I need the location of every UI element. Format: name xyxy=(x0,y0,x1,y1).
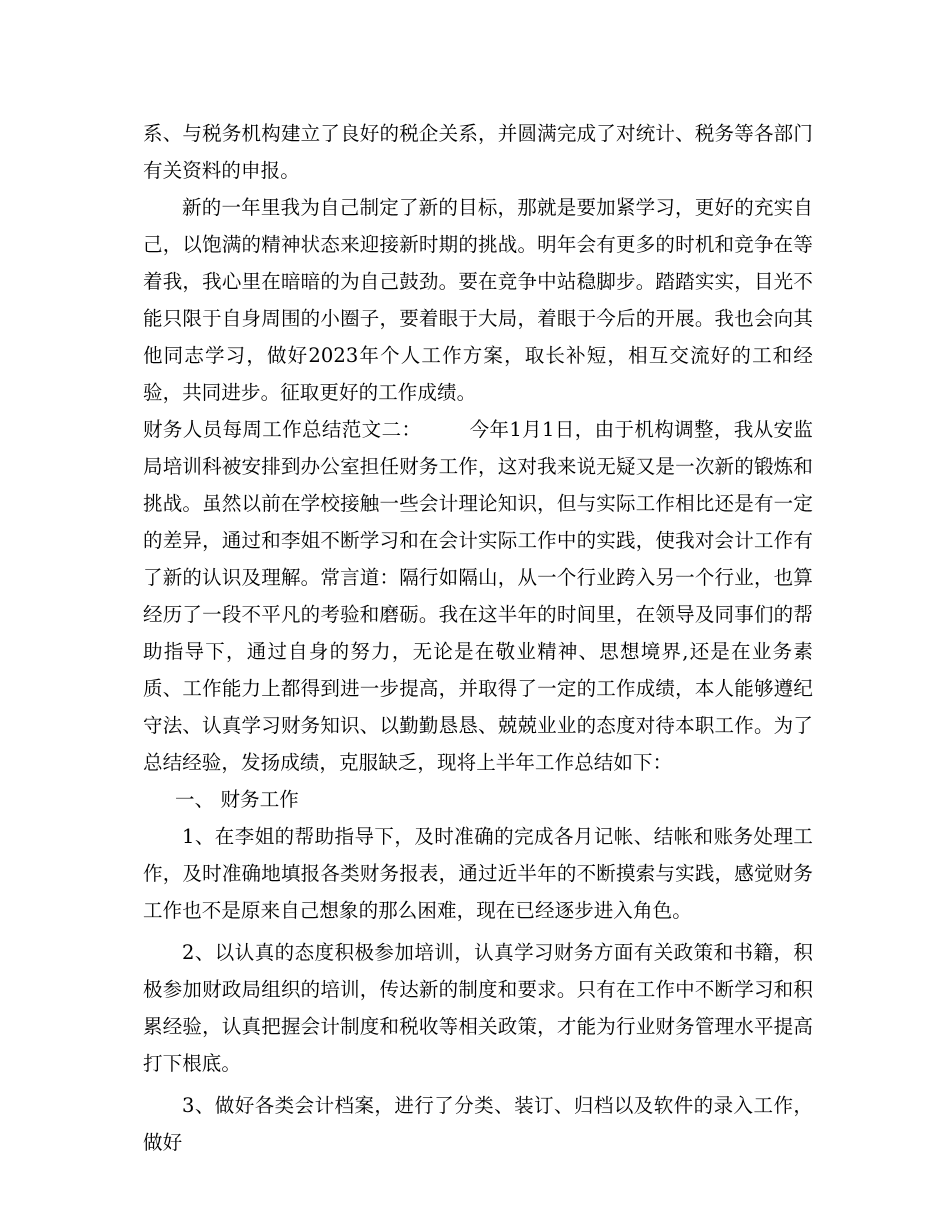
paragraph-item-1: 1、在李姐的帮助指导下，及时准确的完成各月记帐、结帐和账务处理工作，及时准确地填报各类财务报表，通过近半年的不断摸索与实践，感觉财务工作也不是原来自己想象的那么困难，现在已经逐步进入角色。 xyxy=(143,825,813,922)
paragraph-item-2: 2、以认真的态度积极参加培训，认真学习财务方面有关政策和书籍，积极参加财政局组织的培训，传达新的制度和要求。只有在工作中不断学习和积累经验，认真把握会计制度和税收等相关政策，才能为行业财务管理水平提高打下根底。 xyxy=(143,941,813,1075)
document-body xyxy=(143,115,813,1161)
paragraph-item-3: 3、做好各类会计档案，进行了分类、装订、归档以及软件的录入工作，做好 xyxy=(143,1094,813,1154)
sample-two-label: 财务人员每周工作总结范文二： xyxy=(143,418,422,441)
paragraph-new-goals: 新的一年里我为自己制定了新的目标，那就是要加紧学习，更好的充实自己，以饱满的精神状态来迎接新时期的挑战。明年会有更多的时机和竞争在等着我，我心里在暗暗的为自己鼓劲。要在竞争中站稳脚步。踏踏实实，目光不能只限于自身周围的小圈子，要着眼于大局，着眼于今后的开展。我也会向其他同志学习，做好2023年个人工作方案，取长补短，相互交流好的工和经验，共同进步。征取更好的工作成绩。 xyxy=(143,196,813,404)
paragraph-sample-two xyxy=(143,411,813,781)
section-heading-finance-work: 一、 财务工作 xyxy=(175,788,299,811)
sample-two-body: 今年1月1日，由于机构调整，我从安监局培训科被安排到办公室担任财务工作，这对我来说无疑又是一次新的锻炼和挑战。虽然以前在学校接触一些会计理论知识，但与实际工作相比还是有一定的差异，通过和李姐不断学习和在会计实际工作中的实践，使我对会计工作有了新的认识及理解。常言道：隔行如隔山，从一个行业跨入另一个行业，也算经历了一段不平凡的考验和磨砺。我在这半年的时间里，在领导及同事们的帮助指导下，通过自身的努力，无论是在敬业精神、思想境界,还是在业务素质、工作能力上都得到进一步提高，并取得了一定的工作成绩，本人能够遵纪守法、认真学习财务知识、以勤勤恳恳、兢兢业业的态度对待本职工作。为了总结经验，发扬成绩，克服缺乏，现将上半年工作总结如下： xyxy=(143,418,813,774)
paragraph-continuation: 系、与税务机构建立了良好的税企关系，并圆满完成了对统计、税务等各部门有关资料的申报。 xyxy=(143,122,813,182)
